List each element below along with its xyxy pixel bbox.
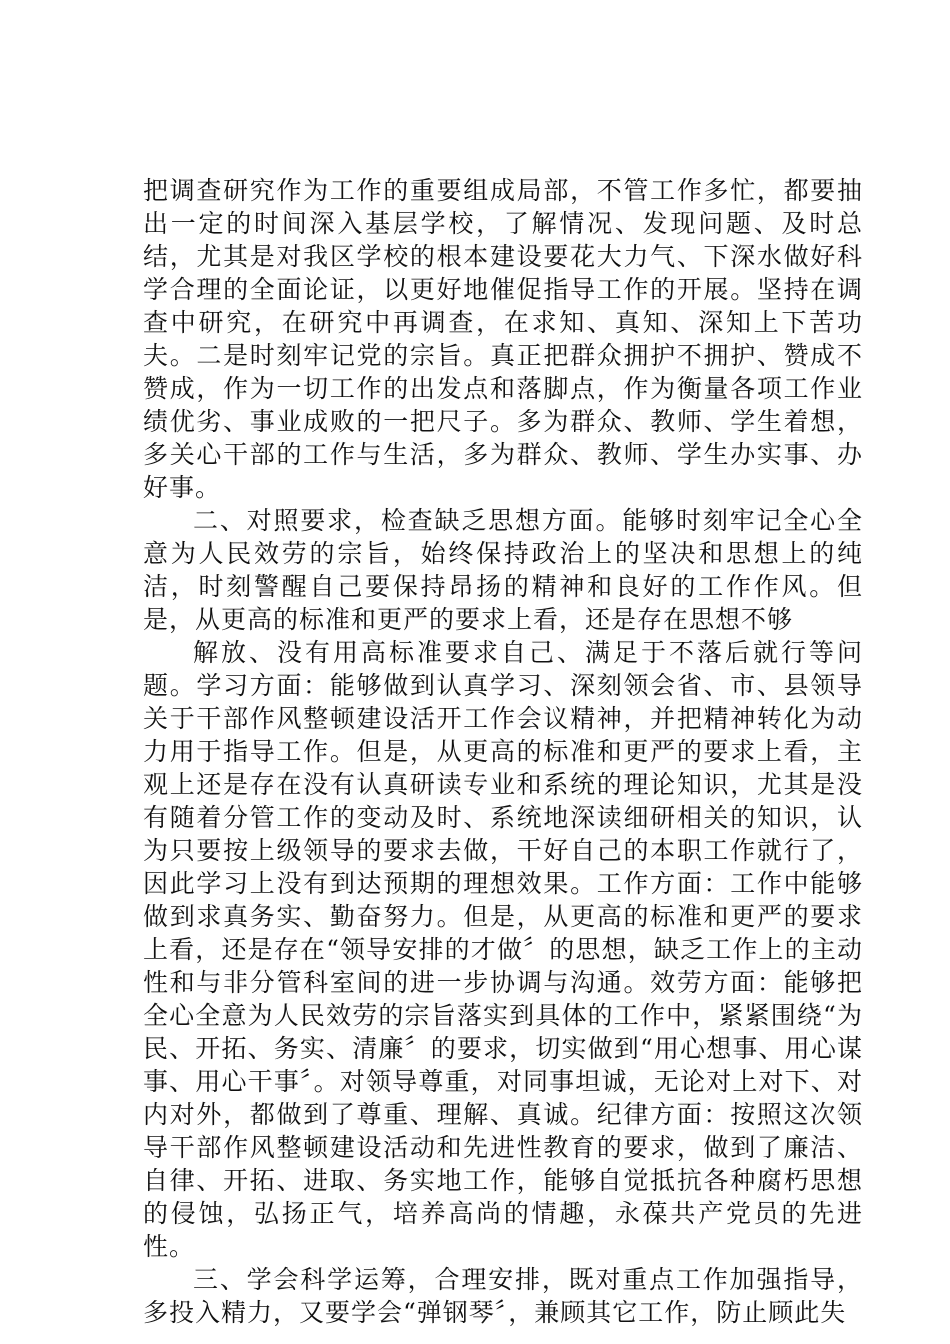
paragraph-1: 把调查研究作为工作的重要组成局部，不管工作多忙，都要抽出一定的时间深入基层学校，了解情况、发现问题、及时总结，尤其是对我区学校的根本建设要花大力气、下深水做好科学合理的全面论证，以更好地催促指导工作的开展。坚持在调查中研究，在研究中再调查，在求知、真知、深知上下苦功夫。二是时刻牢记党的宗旨。真正把群众拥护不拥护、赞成不赞成，作为一切工作的出发点和落脚点，作为衡量各项工作业绩优劣、事业成败的一把尺子。多为群众、教师、学生着想，多关心干部的工作与生活，多为群众、教师、学生办实事、办好事。 [143,176,863,502]
paragraph-2: 二、对照要求，检查缺乏思想方面。能够时刻牢记全心全意为人民效劳的宗旨，始终保持政治上的坚决和思想上的纯洁，时刻警醒自己要保持昂扬的精神和良好的工作作风。但是，从更高的标准和更严的要求上看，还是存在思想不够 [143,506,863,634]
paragraph-4: 三、学会科学运筹，合理安排，既对重点工作加强指导，多投入精力，又要学会“弹钢琴〞，兼顾其它工作，防止顾此失 [143,1265,863,1327]
document-body [143,174,863,1329]
paragraph-3: 解放、没有用高标准要求自己、满足于不落后就行等问题。学习方面：能够做到认真学习、深刻领会省、市、县领导关于干部作风整顿建设活开工作会议精神，并把精神转化为动力用于指导工作。但是，从更高的标准和更严的要求上看，主观上还是存在没有认真研读专业和系统的理论知识，尤其是没有随着分管工作的变动及时、系统地深读细研相关的知识，认为只要按上级领导的要求去做，干好自己的本职工作就行了，因此学习上没有到达预期的理想效果。工作方面：工作中能够做到求真务实、勤奋努力。但是，从更高的标准和更严的要求上看，还是存在“领导安排的才做〞的思想，缺乏工作上的主动性和与非分管科室间的进一步协调与沟通。效劳方面：能够把全心全意为人民效劳的宗旨落实到具体的工作中，紧紧围绕“为民、开拓、务实、清廉〞的要求，切实做到“用心想事、用心谋事、用心干事〞。对领导尊重，对同事坦诚，无论对上对下、对内对外，都做到了尊重、理解、真诚。纪律方面：按照这次领导干部作风整顿建设活动和先进性教育的要求，做到了廉洁、自律、开拓、进取、务实地工作，能够自觉抵抗各种腐朽思想的侵蚀，弘扬正气，培养高尚的情趣，永葆共产党员的先进性。 [143,638,863,1261]
